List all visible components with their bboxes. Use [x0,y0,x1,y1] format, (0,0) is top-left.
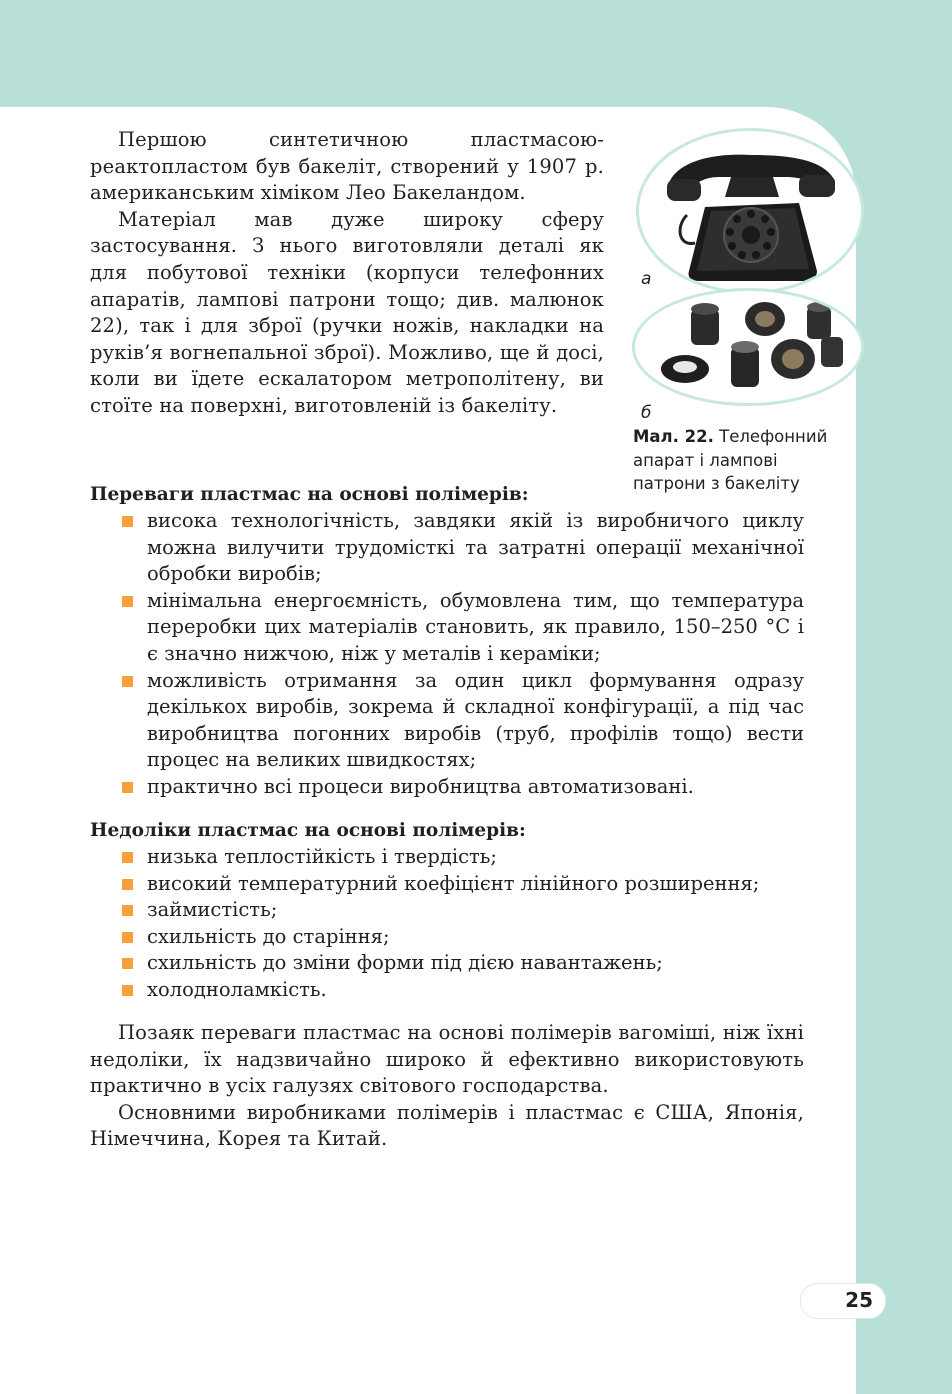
list-item-text: високий температурний коефіцієнт лінійного розширення; [147,871,760,895]
list-item-text: займистість; [147,898,278,922]
list-item [120,508,804,588]
figure-letter-b: б [641,403,652,423]
lamp-sockets-illustration [635,291,861,403]
list-item-text: практично всі процеси виробництва автоматизовані. [147,774,694,798]
intro-text [90,127,604,420]
bullet-square-icon [122,516,133,527]
figure-letter-a: а [641,269,652,289]
bullet-square-icon [122,932,133,943]
list-item-text: схильність до зміни форми під дією навантажень; [147,951,663,975]
intro-paragraph-1: Першою синтетичною пластмасою-реактопластом був бакеліт, створений у 1907 р. американським хіміком Лео Бакеландом. [90,128,604,205]
closing-paragraph-1: Позаяк переваги пластмас на основі полімерів вагоміші, ніж їхні недоліки, їх надзвичайно широко й ефективно використовують практично в усіх галузях світового господарства. [90,1021,804,1098]
list-item [120,950,804,977]
list-item [120,871,804,898]
bullet-square-icon [122,985,133,996]
bullet-square-icon [122,676,133,687]
cons-heading: Недоліки пластмас на основі полімерів: [90,820,526,841]
list-item [120,774,804,801]
cons-list [120,844,804,1004]
lamp-sockets-photo [632,288,864,406]
intro-paragraph-2: Матеріал мав дуже широку сферу застосування. З нього виготовляли деталі як для побутової техніки (корпуси телефонних апаратів, лампові патрони тощо; див. малюнок 22), так і для зброї (ручки ножів, накладки на руків’я вогнепальної зброї). Можливо, ще й досі, коли ви їдете ескалатором метрополітену, ви стоїте на поверхні, виготовленій із бакеліту. [90,207,604,417]
list-item [120,844,804,871]
bullet-square-icon [122,958,133,969]
list-item-text: можливість отримання за один цикл формування одразу декількох виробів, зокрема й складної конфігурації, а під час виробництва погонних виробів (труб, профілів тощо) вести процес на великих швидкостях; [147,668,804,772]
bullet-square-icon [122,852,133,863]
bullet-square-icon [122,879,133,890]
pros-list [120,508,804,801]
list-item-text: холодноламкість. [147,977,327,1001]
list-item-text: висока технологічність, завдяки якій із виробничого циклу можна вилучити трудомісткі та затратні операції механічної обробки виробів; [147,509,804,586]
figure-caption [633,425,848,496]
closing-text [90,1020,804,1153]
list-item [120,668,804,774]
list-item-text: мінімальна енергоємність, обумовлена тим, що температура переробки цих матеріалів становить, як правило, 150–250 °С і є значно нижчою, ніж у металів і кераміки; [147,588,804,665]
list-item-text: низька теплостійкість і твердість; [147,845,497,868]
list-item [120,588,804,668]
list-item-text: схильність до старіння; [147,924,390,948]
bullet-square-icon [122,782,133,793]
page-number: 25 [845,1288,873,1312]
bullet-square-icon [122,905,133,916]
page-number-badge [800,1283,886,1319]
list-item [120,924,804,951]
list-item [120,897,804,924]
pros-heading: Переваги пластмас на основі полімерів: [90,484,529,505]
figure-caption-label: Мал. 22. [633,427,714,446]
telephone-photo [636,128,864,294]
figure-caption-text: Телефонний апарат і лампові патрони з бакеліту [633,427,828,493]
bullet-square-icon [122,596,133,607]
closing-paragraph-2: Основними виробниками полімерів і пластмас є США, Японія, Німеччина, Корея та Китай. [90,1100,804,1151]
telephone-illustration [639,131,861,291]
list-item [120,977,804,1004]
